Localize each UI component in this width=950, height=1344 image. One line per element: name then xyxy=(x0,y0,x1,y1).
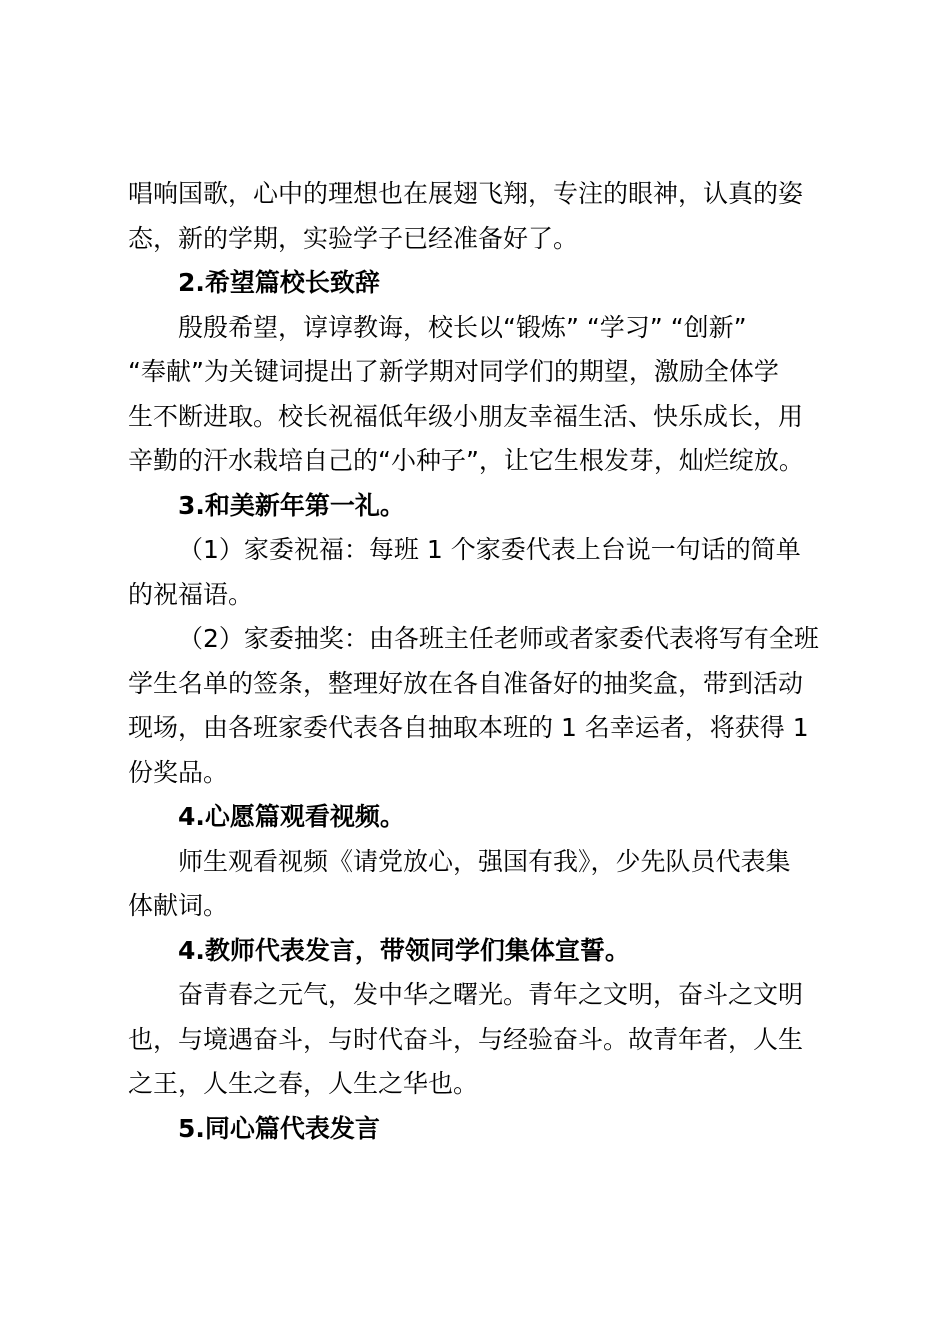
text-line: 的祝福语。 xyxy=(128,579,254,609)
section-heading-4a xyxy=(128,795,834,840)
text-line: 殷殷希望，谆谆教诲，校长以“锻炼” “学习” “创新” xyxy=(178,312,747,342)
section-heading-5 xyxy=(128,1107,834,1152)
section-heading-2 xyxy=(128,261,834,306)
heading-text: 5.同心篇代表发言 xyxy=(178,1113,380,1143)
text-line: 奋青春之元气，发中华之曙光。青年之文明，奋斗之文明 xyxy=(178,980,804,1009)
text-line: “奉献”为关键词提出了新学期对同学们的期望，激励全体学 xyxy=(128,357,779,386)
section-heading-4b xyxy=(128,929,834,974)
paragraph-video xyxy=(128,840,834,929)
text-line: 态，新的学期，实验学子已经准备好了。 xyxy=(128,223,579,253)
text-line: 师生观看视频《请党放心，强国有我》，少先队员代表集 xyxy=(178,846,791,876)
text-line: 学生名单的签条，整理好放在各自准备好的抽奖盒，带到活动 xyxy=(128,668,804,698)
text-line: 份奖品。 xyxy=(128,757,229,787)
paragraph-intro xyxy=(128,172,834,261)
text-line: 现场，由各班家委代表各自抽取本班的 1 名幸运者，将获得 1 xyxy=(128,713,809,742)
paragraph-family-blessing xyxy=(128,528,834,617)
text-line: 辛勤的汗水栽培自己的“小种子”，让它生根发芽，灿烂绽放。 xyxy=(128,446,804,475)
heading-text: 2.希望篇校长致辞 xyxy=(178,268,380,297)
paragraph-teacher-speech xyxy=(128,973,834,1107)
paragraph-principal-speech xyxy=(128,306,834,484)
text-line: 生不断进取。校长祝福低年级小朋友幸福生活、快乐成长，用 xyxy=(128,401,804,431)
text-line: 体献词。 xyxy=(128,891,229,920)
section-heading-3 xyxy=(128,484,834,529)
text-line: 唱响国歌，心中的理想也在展翅飞翔，专注的眼神，认真的姿 xyxy=(128,179,804,208)
heading-text: 4.心愿篇观看视频。 xyxy=(178,802,405,831)
text-line: （1）家委祝福：每班 1 个家委代表上台说一句话的简单 xyxy=(178,535,801,564)
heading-text: 3.和美新年第一礼。 xyxy=(178,490,405,520)
document-page xyxy=(128,172,834,1151)
text-line: 之王，人生之春，人生之华也。 xyxy=(128,1069,479,1098)
heading-text: 4.教师代表发言，带领同学们集体宣誓。 xyxy=(178,935,630,965)
paragraph-family-lottery xyxy=(128,617,834,795)
text-line: （2）家委抽奖：由各班主任老师或者家委代表将写有全班 xyxy=(178,624,819,653)
text-line: 也，与境遇奋斗，与时代奋斗，与经验奋斗。故青年者，人生 xyxy=(128,1024,804,1054)
